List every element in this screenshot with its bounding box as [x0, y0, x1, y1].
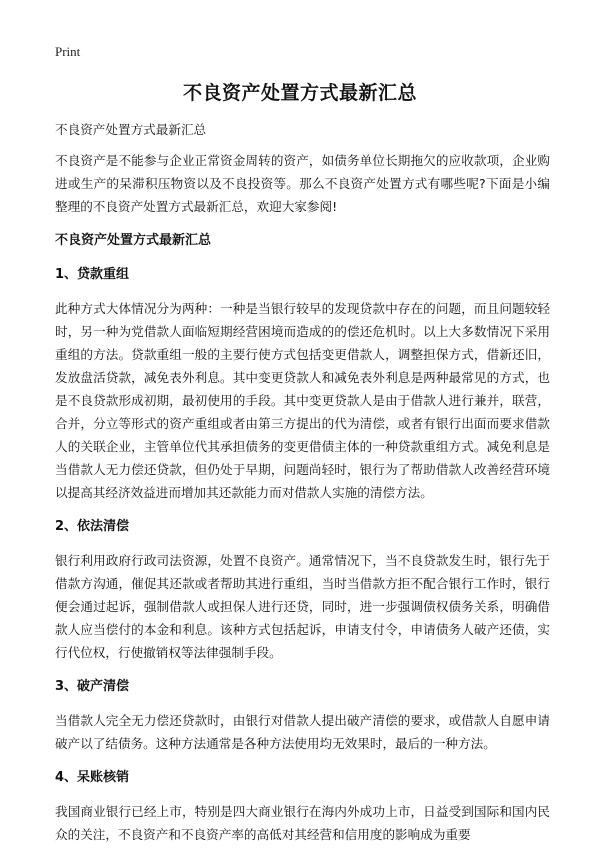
print-link[interactable]: Print	[55, 44, 81, 59]
section-1-heading: 1、贷款重组	[55, 267, 130, 282]
document-title: 不良资产处置方式最新汇总	[182, 82, 417, 104]
section-1-body: 此种方式大体情况分为两种：一种是当银行较早的发现贷款中存在的问题，而且问题较轻时，另一种为党借款人面临短期经营困境而造成的的偿还危机时。以上大多数情况下采用重组的方法。贷款重组一般的主要行使方式包括变更借款人，调整担保方式，借新还旧，发放盘活贷款，减免表外利息。其中变更贷款人和减免表外利息是两种最常见的方式，也是不良贷款形成初期，最初使用的手段。其中变更贷款人是由于借款人进行兼并，联营，合并，分立等形式的资产重组或者由第三方提出的代为清偿，或者有银行出面而要求借款人的关联企业，主管单位代其承担债务的变更借债主体的一种贷款重组方式。减免利息是当借款人无力偿还贷款，但仍处于早期，问题尚轻时，银行为了帮助借款人改善经营环境以提高其经济效益进而增加其还款能力而对借款人实施的清偿方法。	[55, 301, 550, 500]
section-2-heading: 2、依法清偿	[55, 519, 130, 534]
section-4-heading: 4、呆账核销	[55, 770, 130, 785]
section-3-heading: 3、破产清偿	[55, 679, 130, 694]
intro-paragraph: 不良资产是不能参与企业正常资金周转的资产，如债务单位长期拖欠的应收款项，企业购进或生产的呆滞积压物资以及不良投资等。那么不良资产处置方式有哪些呢?下面是小编整理的不良资产处置方式最新汇总，欢迎大家参阅!	[55, 153, 550, 214]
section-2-body: 银行利用政府行政司法资源，处置不良资产。通常情况下，当不良贷款发生时，银行先于借款方沟通，催促其还款或者帮助其进行重组，当时当借款方拒不配合银行工作时，银行便会通过起诉，强制借款人或担保人进行还贷，同时，进一步强调债权债务关系，明确借款人应当偿付的本金和利息。该种方式包括起诉，申请支付令，申请债务人破产还债，实行代位权，行使撤销权等法律强制手段。	[55, 553, 550, 660]
section-3-body: 当借款人完全无力偿还贷款时，由银行对借款人提出破产清偿的要求，或借款人自愿申请破产以了结债务。这种方法通常是各种方法使用均无效果时，最后的一种方法。	[55, 713, 550, 751]
document-subtitle: 不良资产处置方式最新汇总	[55, 122, 207, 137]
document-body	[55, 118, 550, 857]
section-4-body: 我国商业银行已经上市，特别是四大商业银行在海内外成功上市，日益受到国际和国内民众的关注，不良资产和不良资产率的高低对其经营和信用度的影响成为重要	[55, 804, 550, 842]
section-heading: 不良资产处置方式最新汇总	[55, 233, 212, 248]
